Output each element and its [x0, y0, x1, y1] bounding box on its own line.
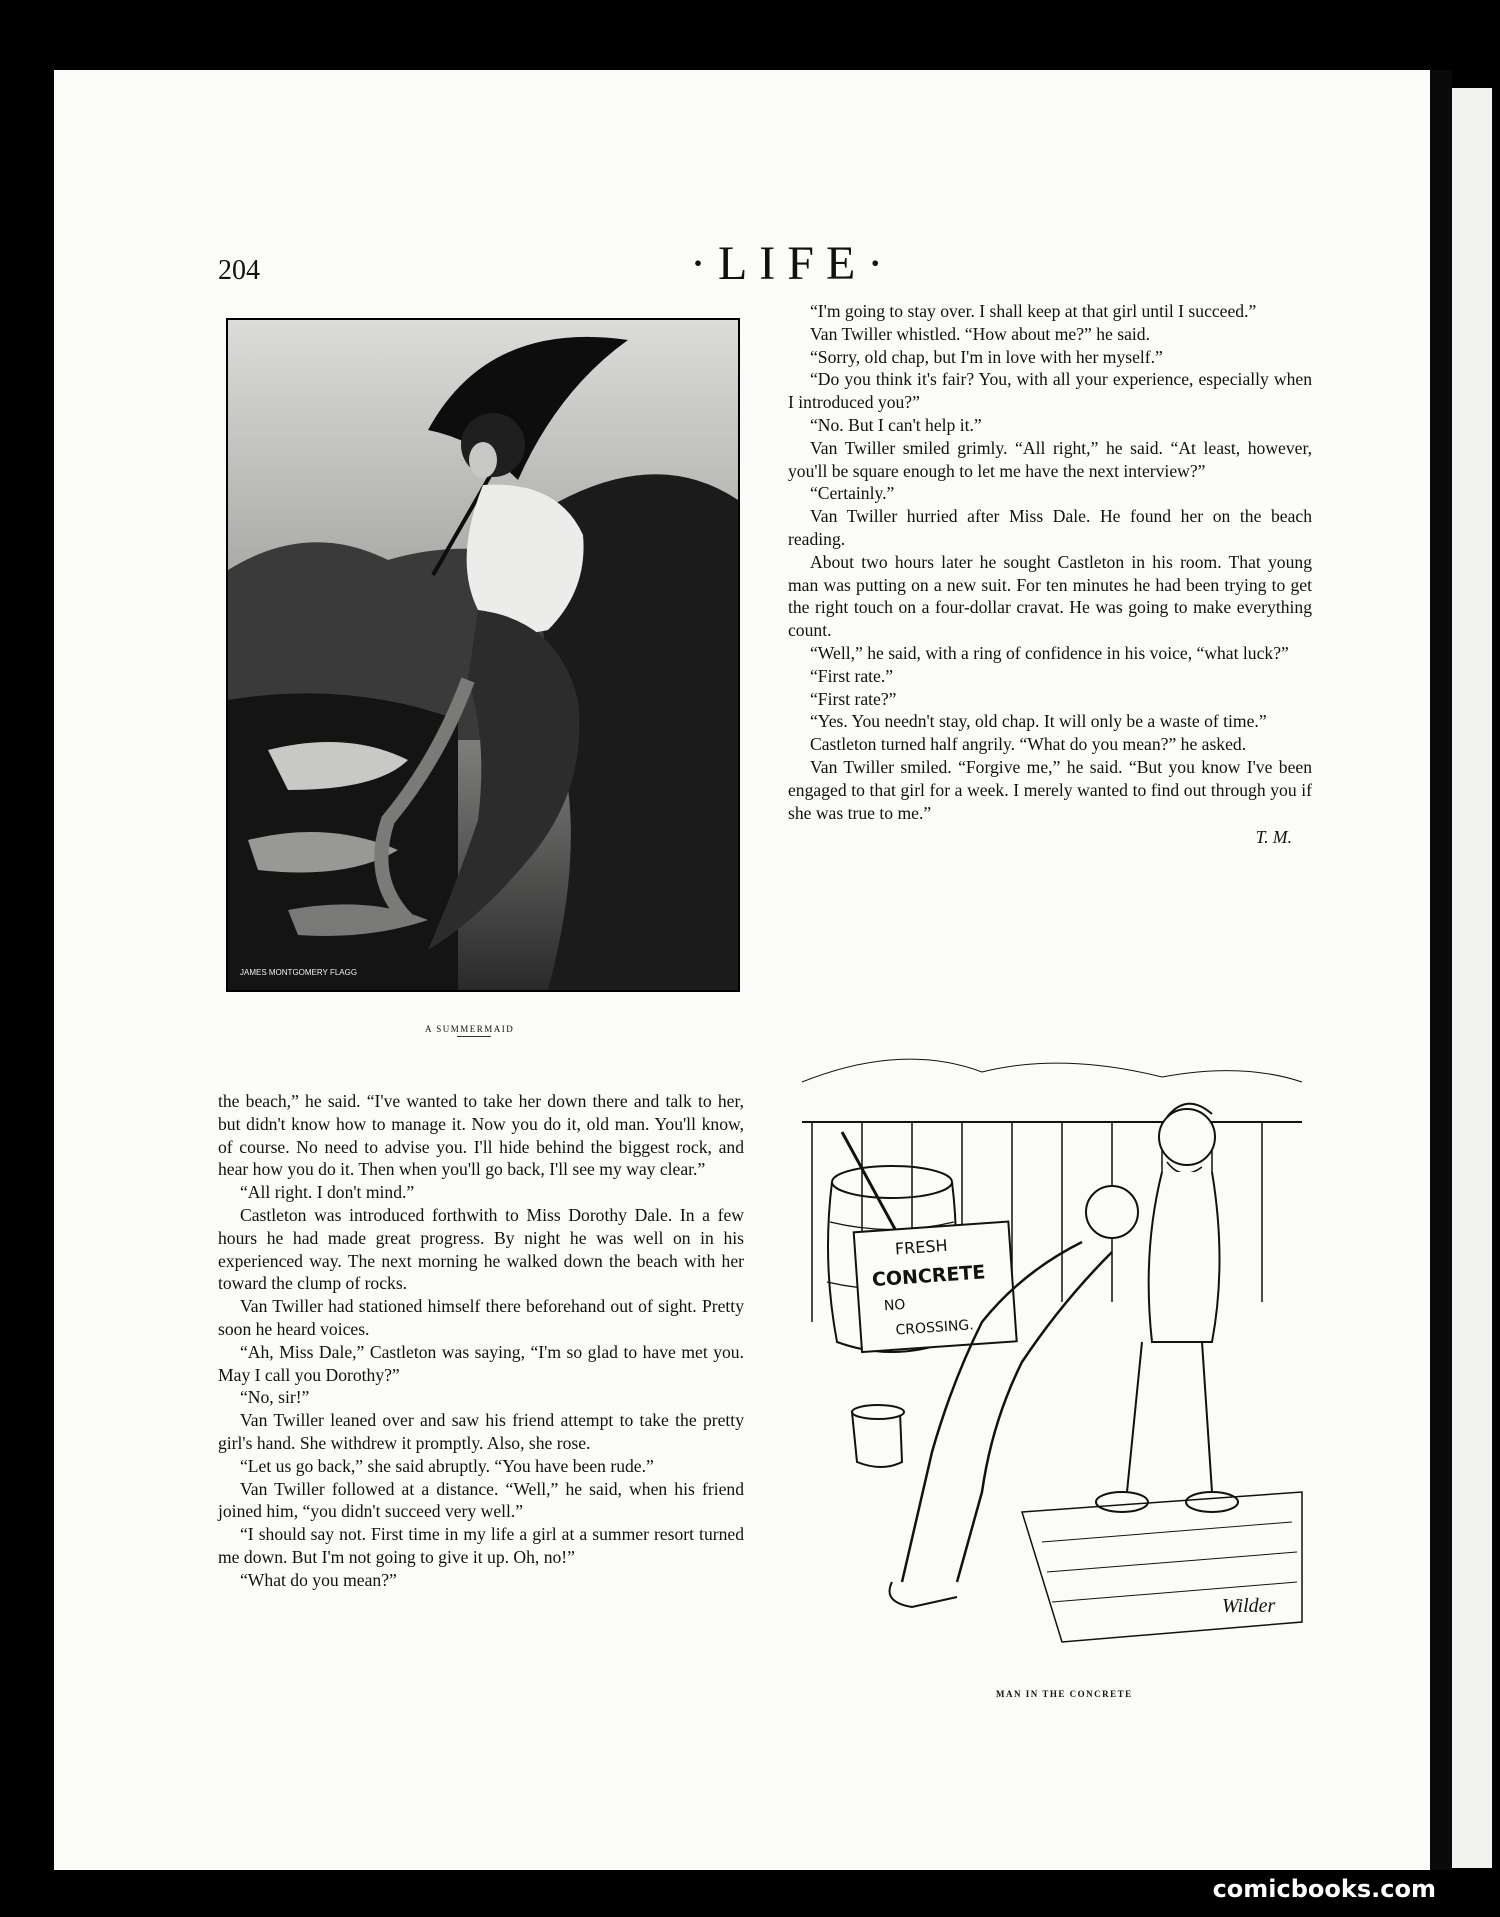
paragraph: “No, sir!”: [240, 1387, 310, 1408]
sign-line: CROSSING.: [895, 1317, 975, 1339]
story-column-left: [218, 1090, 744, 1592]
paragraph: Castleton turned half angrily. “What do you mean?” he asked.: [810, 734, 1247, 755]
paragraph: “Sorry, old chap, but I'm in love with her myself.”: [810, 346, 1163, 367]
story-column-right: [788, 300, 1312, 849]
concrete-cartoon: [782, 1022, 1322, 1652]
summermaid-illustration: [226, 318, 740, 992]
paragraph: “Let us go back,” she said abruptly. “You have been rude.”: [240, 1455, 654, 1476]
paragraph: the beach,” he said. “I've wanted to take her down there and talk to her, but didn't know how to manage it. Now you do it, old man. You'll know, of course. No need to advise you. I'll hide behind the biggest rock, and hear how you do it. Then when you'll go back, I'll see my way clear.”: [218, 1091, 744, 1180]
paragraph: Van Twiller smiled. “Forgive me,” he said. “But you know I've been engaged to that girl for a week. I merely wanted to find out through you if she was true to me.”: [788, 756, 1312, 823]
illustration-caption: A SUMMERMAID: [425, 1024, 515, 1034]
paragraph: Van Twiller had stationed himself there beforehand out of sight. Pretty soon he heard voices.: [218, 1296, 744, 1339]
sign-line: CONCRETE: [871, 1261, 987, 1292]
paragraph: “I should say not. First time in my life a girl at a summer resort turned me down. But I'm not going to give it up. Oh, no!”: [218, 1524, 744, 1567]
sign-line: NO: [883, 1296, 906, 1315]
paragraph: “First rate?”: [810, 688, 897, 709]
cartoonist-signature: Wilder: [1222, 1595, 1276, 1617]
paragraph: “Yes. You needn't stay, old chap. It will only be a waste of time.”: [810, 711, 1267, 732]
paragraph: “First rate.”: [810, 665, 894, 686]
cartoon-caption: MAN IN THE CONCRETE: [996, 1689, 1133, 1699]
paragraph: “All right. I don't mind.”: [240, 1182, 415, 1203]
page-number: 204: [218, 255, 260, 286]
site-watermark: comicbooks.com: [1212, 1875, 1436, 1903]
paragraph: “No. But I can't help it.”: [810, 414, 982, 435]
paragraph: “Certainly.”: [810, 483, 895, 504]
paragraph: Van Twiller whistled. “How about me?” he said.: [810, 323, 1150, 344]
paragraph: About two hours later he sought Castleton in his room. That young man was putting on a new suit. For ten minutes he had been trying to get the right touch on a four-dollar cravat. He was going to make everything count.: [788, 551, 1312, 641]
paragraph: Castleton was introduced forthwith to Miss Dorothy Dale. In a few hours he had made great progress. By night he was well on in his experienced way. The next morning he walked down the beach with her toward the clump of rocks.: [218, 1204, 744, 1294]
paragraph: Van Twiller followed at a distance. “Well,” he said, when his friend joined him, “you didn't succeed very well.”: [218, 1478, 744, 1522]
illustrator-signature: JAMES MONTGOMERY FLAGG: [240, 968, 358, 977]
paragraph: “I'm going to stay over. I shall keep at that girl until I succeed.”: [810, 301, 1257, 321]
next-page-edge: [1452, 88, 1492, 1868]
paragraph: “Do you think it's fair? You, with all your experience, especially when I introduced you?”: [788, 369, 1312, 413]
paragraph: “Well,” he said, with a ring of confidence in his voice, “what luck?”: [810, 642, 1289, 663]
masthead-title: ·LIFE·: [690, 237, 896, 290]
caption-divider: [457, 1036, 491, 1037]
paragraph: Van Twiller leaned over and saw his friend attempt to take the pretty girl's hand. She withdrew it promptly. Also, she rose.: [218, 1410, 744, 1453]
paragraph: “Ah, Miss Dale,” Castleton was saying, “I'm so glad to have met you. May I call you Dorothy?”: [218, 1341, 744, 1385]
page-gutter: [1430, 70, 1452, 1870]
author-signature: T. M.: [1255, 827, 1292, 848]
paragraph: Van Twiller hurried after Miss Dale. He found her on the beach reading.: [788, 506, 1312, 549]
paragraph: Van Twiller smiled grimly. “All right,” he said. “At least, however, you'll be square enough to let me have the next interview?”: [788, 437, 1312, 481]
sign-line: FRESH: [894, 1235, 949, 1259]
paragraph: “What do you mean?”: [240, 1569, 397, 1590]
